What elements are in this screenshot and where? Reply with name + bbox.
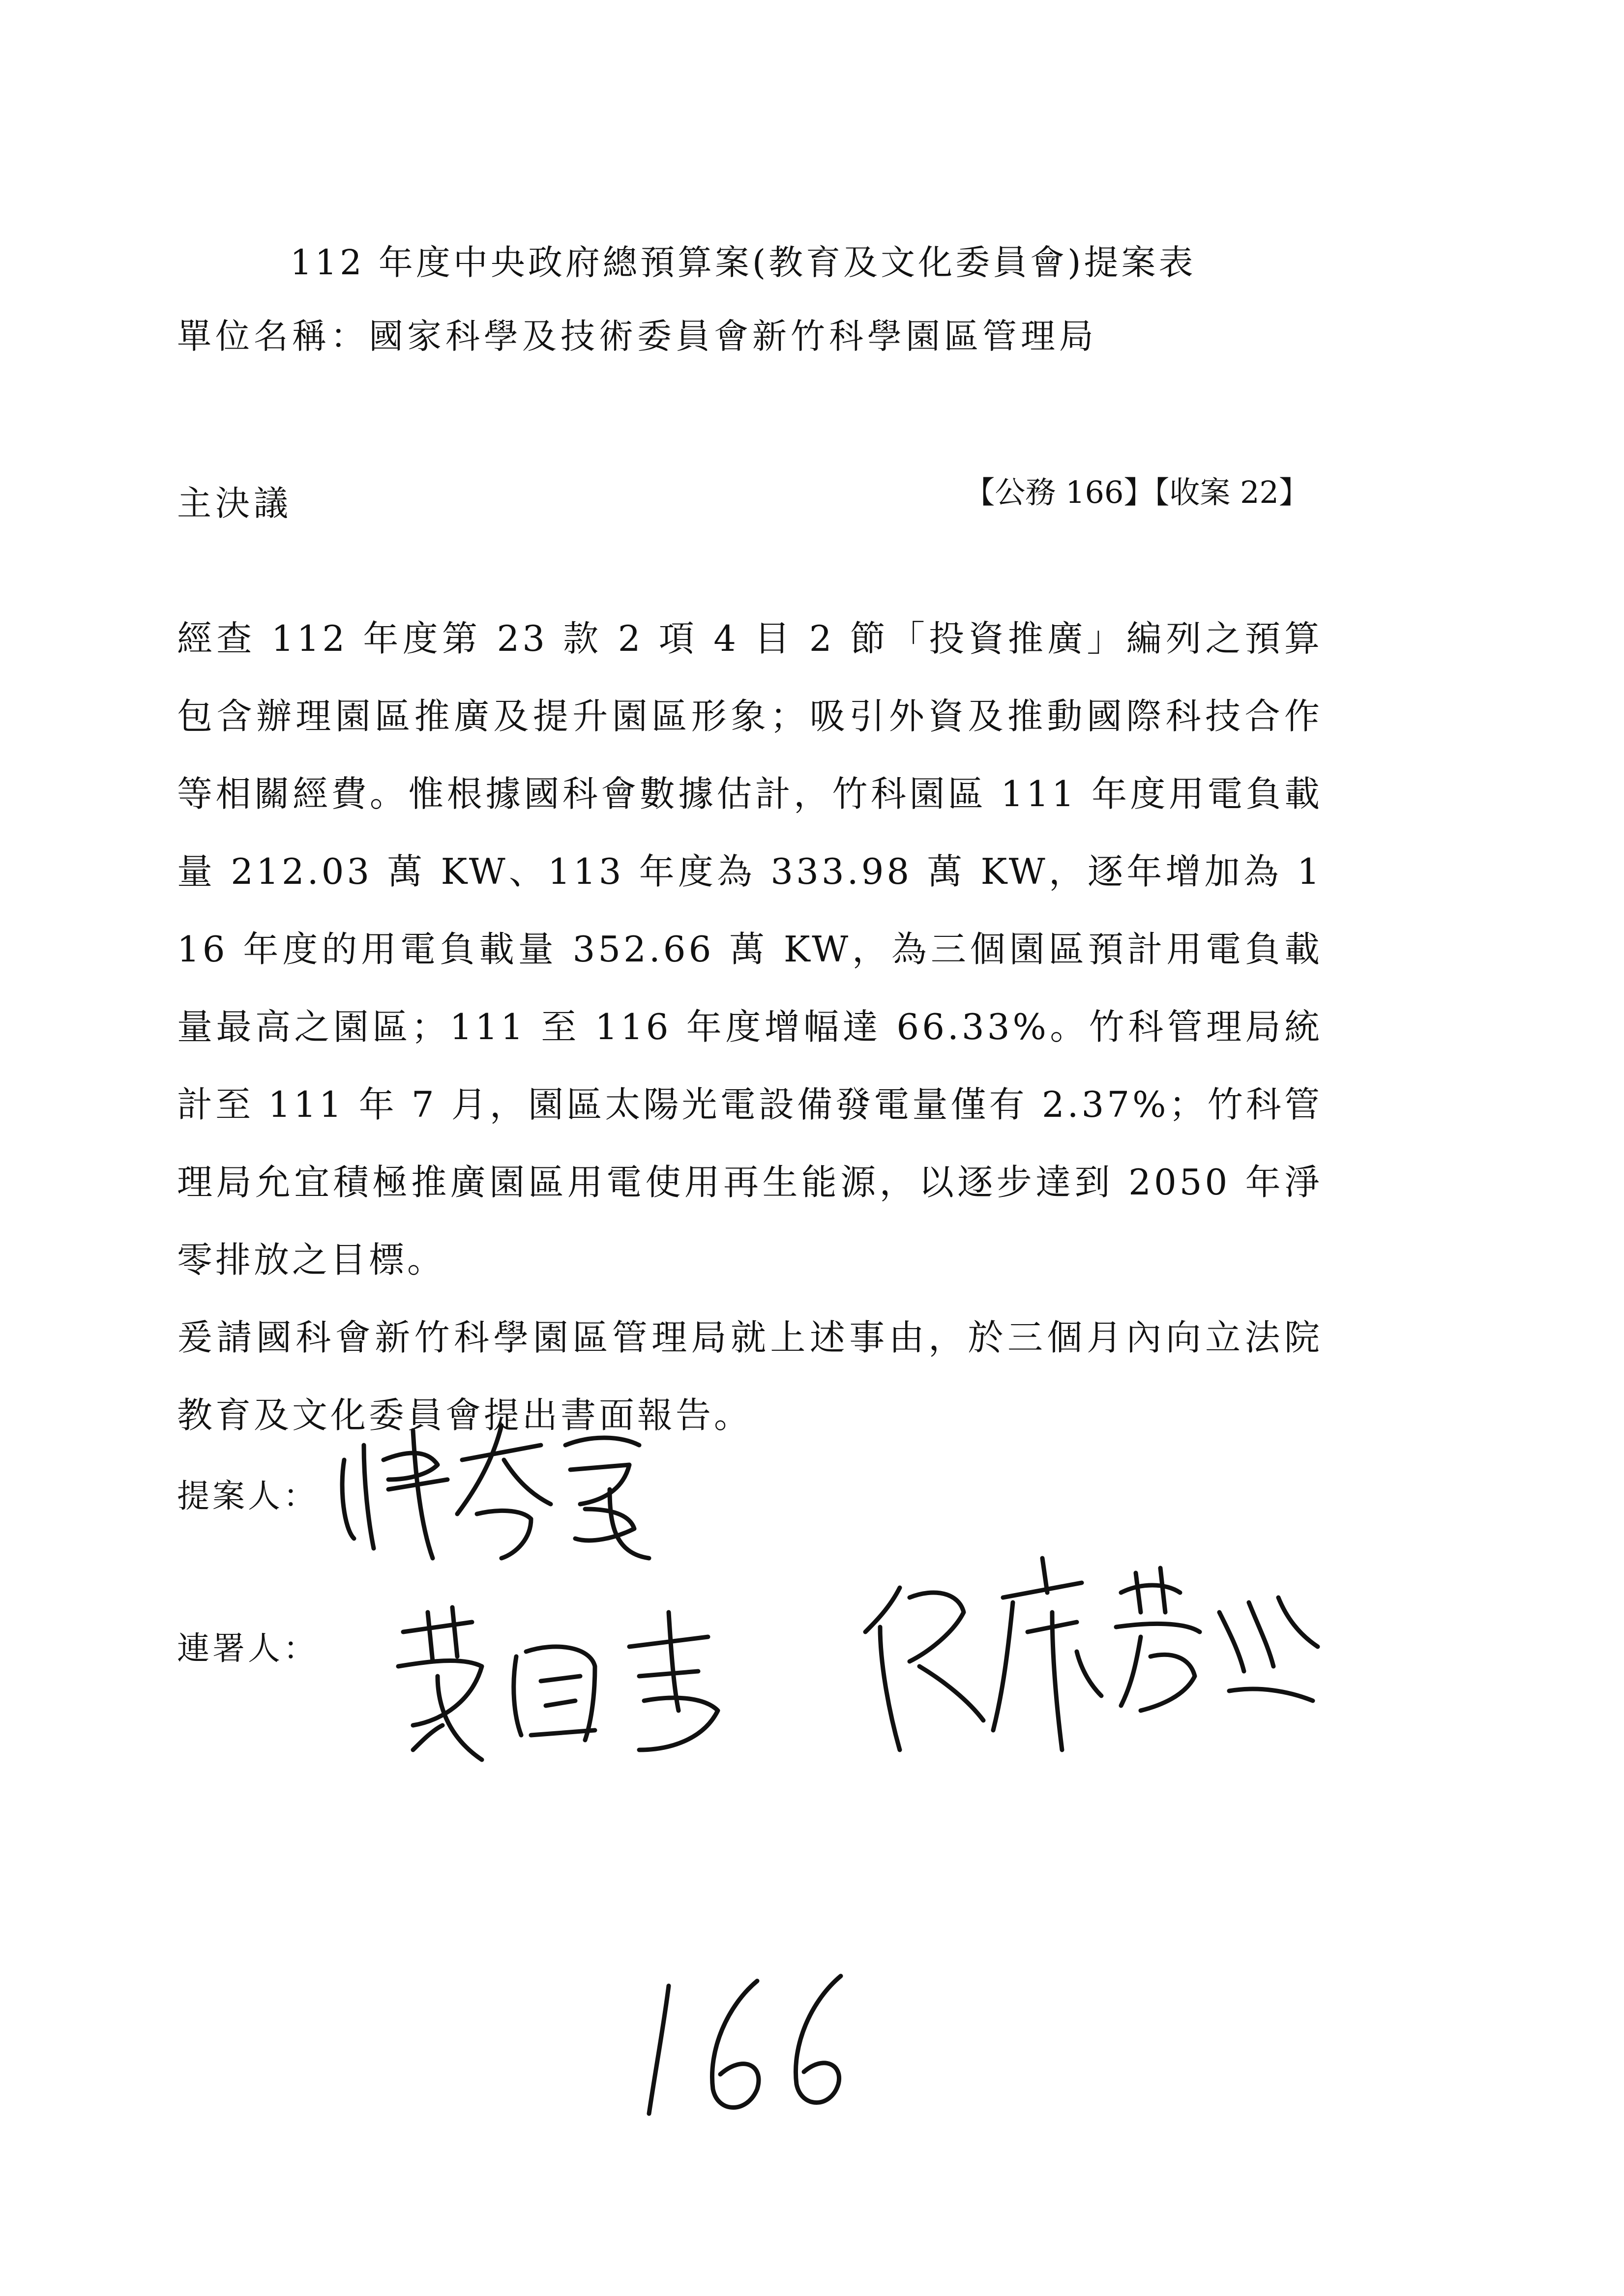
resolution-body [177,600,1323,1454]
resolution-paragraph: 經查 112 年度第 23 款 2 項 4 目 2 節「投資推廣」編列之預算包含辦理園區推廣及提升園區形象；吸引外資及推動國際科技合作等相關經費。惟根據國科會數據估計，竹科園區 111 年度用電負載量 212.03 萬 KW、113 年度為 333.98 萬 KW，逐年增加為 116 年度的用電負載量 352.66 萬 KW，為三個園區預計用電負載量最高之園區；111 至 116 年度增幅達 66.33%。竹科管理局統計至 111 年 7 月，園區太陽光電設備發電量僅有 2.37%；竹科管理局允宜積極推廣園區用電使用再生能源，以逐步達到 2050 年淨零排放之目標。 [177,618,1323,1280]
proposer-signature [334,1416,679,1563]
unit-name-line: 單位名稱：國家科學及技術委員會新竹科學園區管理局 [177,316,1097,356]
proposer-label: 提案人： [177,1477,319,1515]
cosigner-signature-1 [384,1602,738,1770]
cosigner-signature-2 [846,1553,1337,1760]
main-resolution-label: 主決議 [177,483,292,523]
case-reference: 【公務 166】【收案 22】 [964,474,1309,510]
document-title: 112 年度中央政府總預算案(教育及文化委員會)提案表 [290,242,1196,283]
handwritten-page-number [634,1966,851,2123]
cosigner-label: 連署人： [177,1629,319,1667]
resolution-paragraph: 爰請國科會新竹科學園區管理局就上述事由，於三個月內向立法院教育及文化委員會提出書面報告。 [177,1317,1323,1436]
